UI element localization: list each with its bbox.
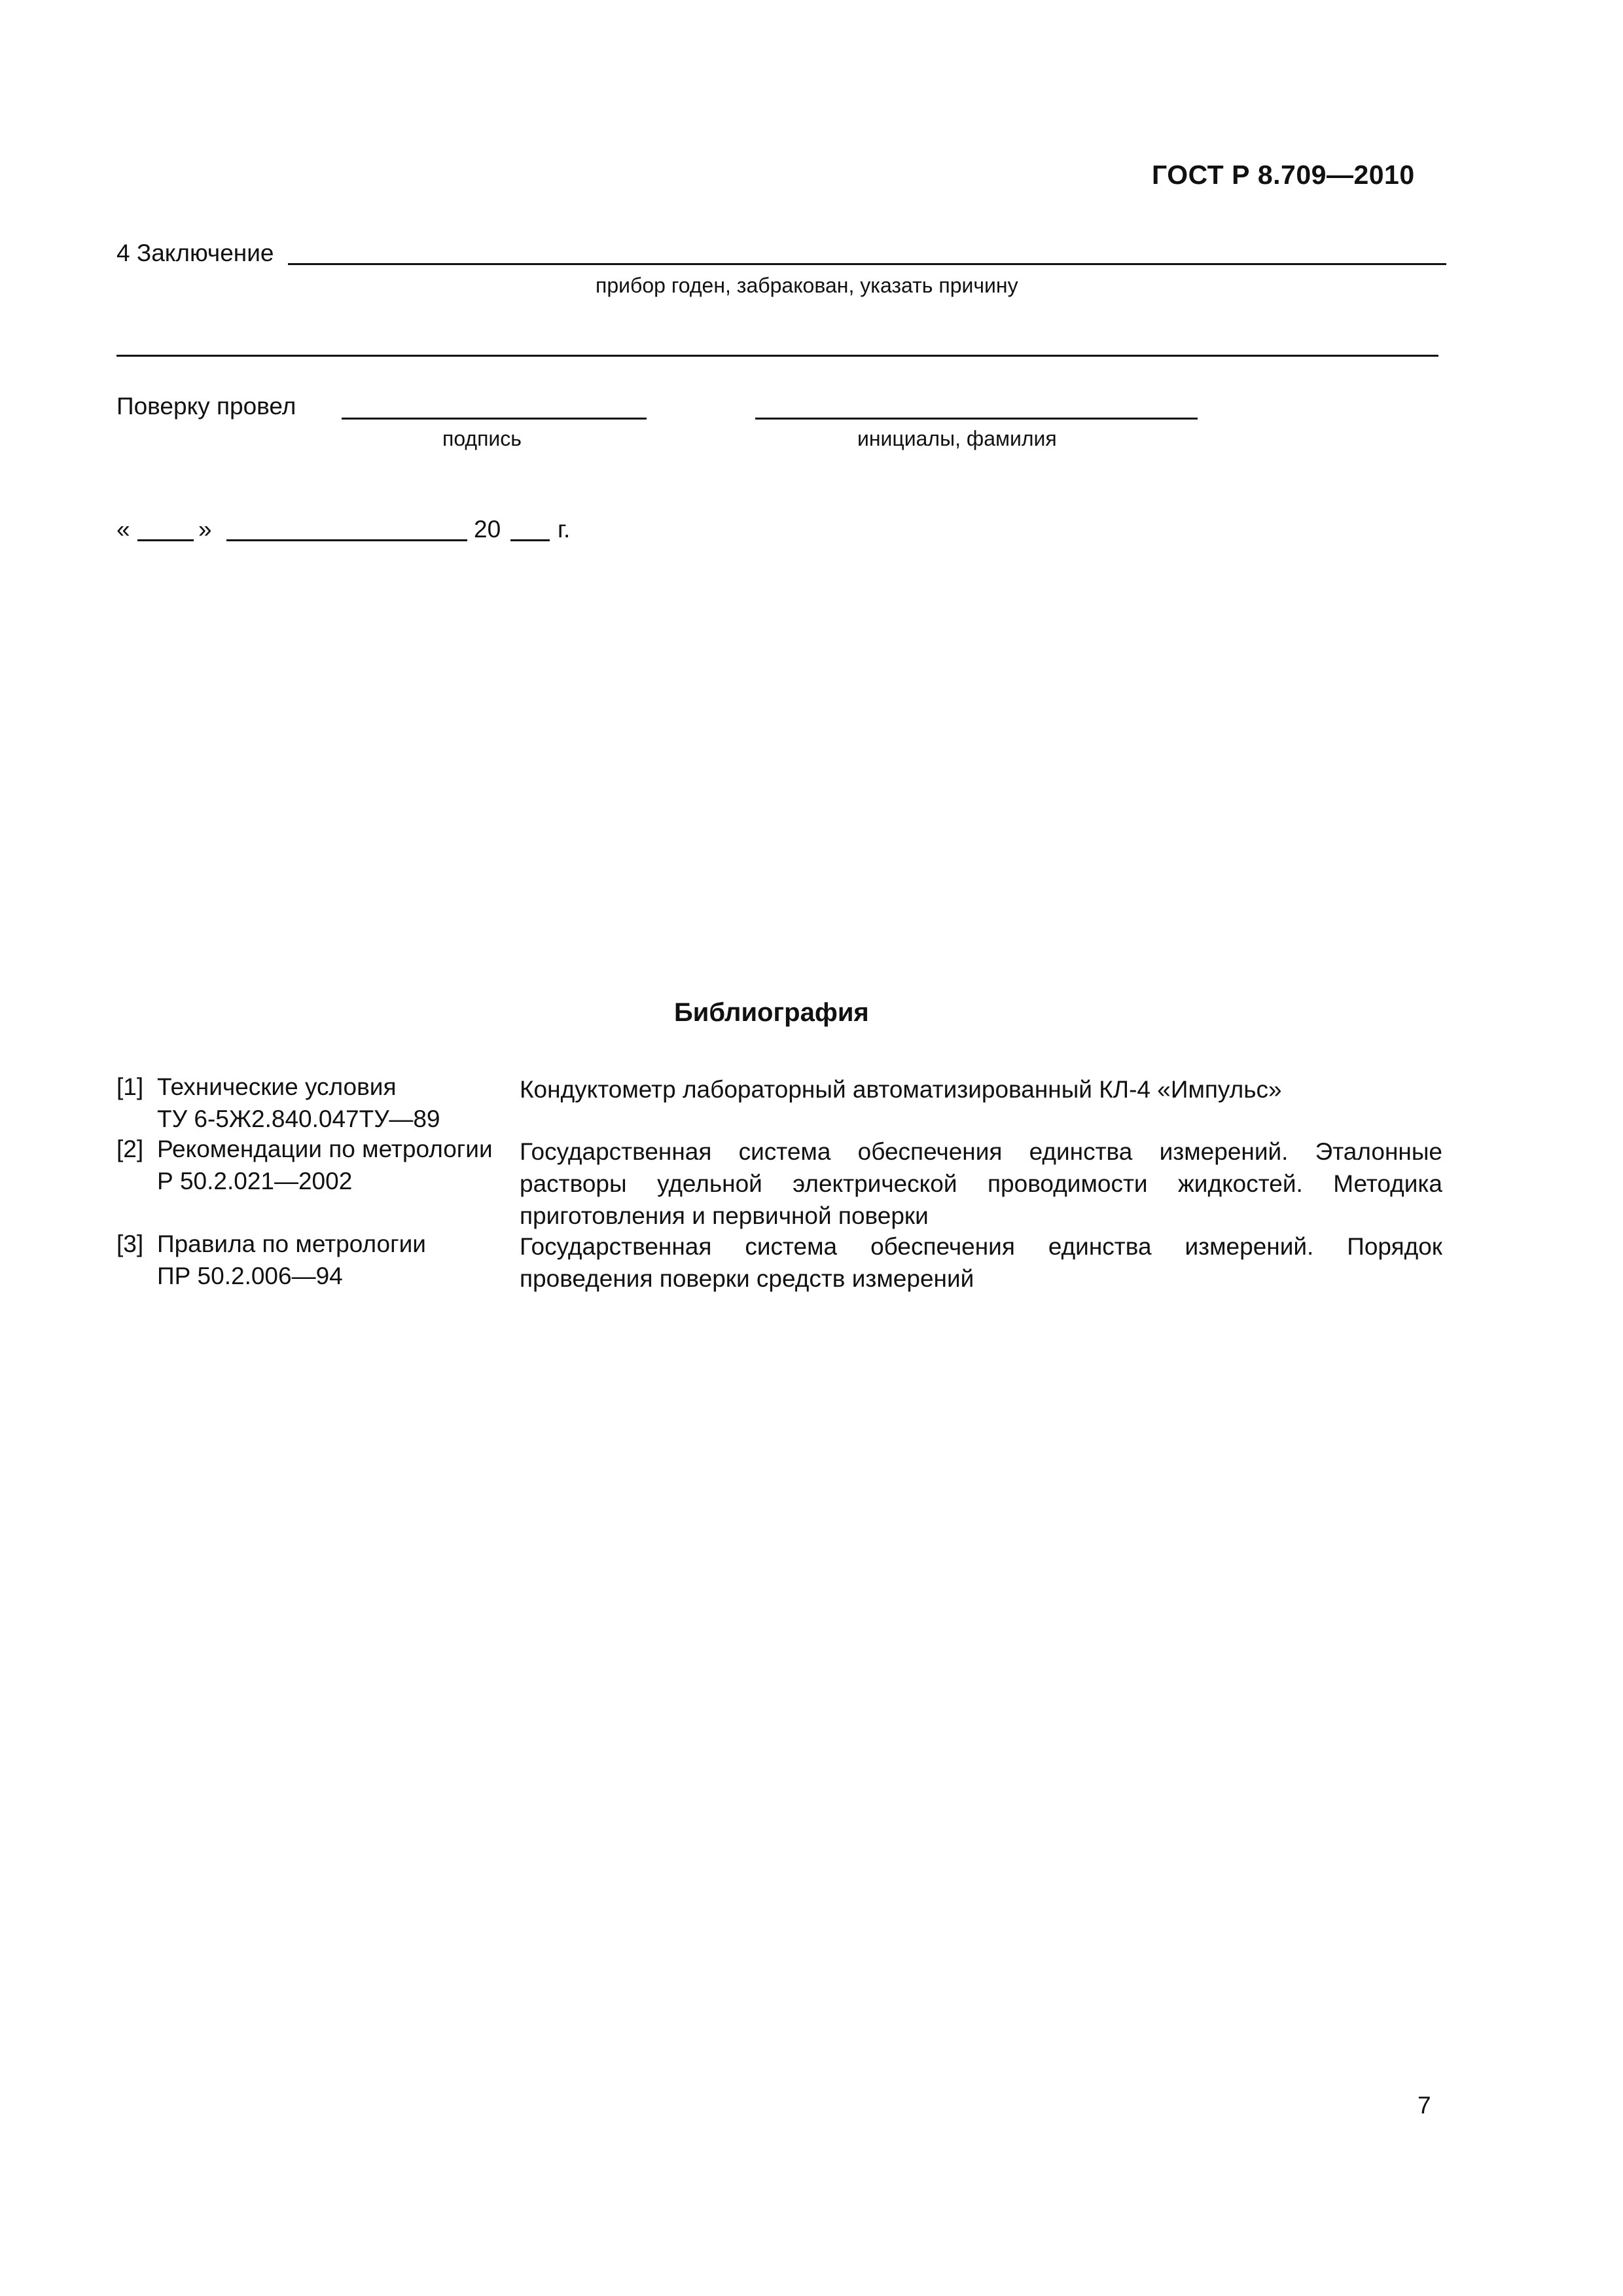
signature-blank-line: [342, 418, 647, 420]
conclusion-blank-line: [288, 263, 1446, 265]
name-blank-line: [755, 418, 1198, 420]
bib-entry-1-number: [1]: [116, 1073, 144, 1100]
conclusion-blank-line-2: [116, 355, 1438, 357]
bib-entry-3-description: Государственная система обеспечения единства измерений. Порядок проведения поверки средств измерений: [520, 1233, 1442, 1292]
bib-entry-2-source-type: Рекомендации по метрологии: [157, 1136, 493, 1162]
bib-entry-2-number: [2]: [116, 1136, 144, 1162]
bib-entry-2-source-code: Р 50.2.021—2002: [157, 1168, 353, 1194]
date-day-blank: [137, 539, 194, 541]
document-code: ГОСТ Р 8.709—2010: [1152, 160, 1415, 190]
signature-caption: подпись: [442, 427, 522, 450]
bib-entry-3-source-type: Правила по метрологии: [157, 1230, 426, 1257]
date-year-suffix: г.: [558, 516, 571, 543]
page-number: 7: [1418, 2092, 1431, 2119]
verification-label: Поверку провел: [116, 393, 296, 420]
date-month-blank: [226, 539, 467, 541]
date-quote-open: «: [116, 516, 130, 543]
date-quote-close: »: [198, 516, 212, 543]
conclusion-hint: прибор годен, забракован, указать причину: [596, 274, 1018, 297]
date-year-prefix: 20: [474, 516, 501, 543]
bib-entry-2-description: Государственная система обеспечения единства измерений. Эталонные растворы удельной электрической проводимости жидкостей. Методика приготовления и первичной поверки: [520, 1138, 1442, 1229]
bib-entry-1-source-code: ТУ 6-5Ж2.840.047ТУ—89: [157, 1105, 440, 1132]
date-year-blank: [510, 539, 550, 541]
name-caption: инициалы, фамилия: [857, 427, 1057, 450]
bib-entry-3-source-code: ПР 50.2.006—94: [157, 1263, 343, 1289]
bib-entry-1-source-type: Технические условия: [157, 1073, 397, 1100]
bib-entry-1-description: Кондуктометр лабораторный автоматизированный КЛ-4 «Импульс»: [520, 1076, 1282, 1103]
bibliography-title: Библиография: [674, 998, 869, 1027]
bib-entry-3-number: [3]: [116, 1230, 144, 1257]
conclusion-label: 4 Заключение: [116, 240, 274, 266]
